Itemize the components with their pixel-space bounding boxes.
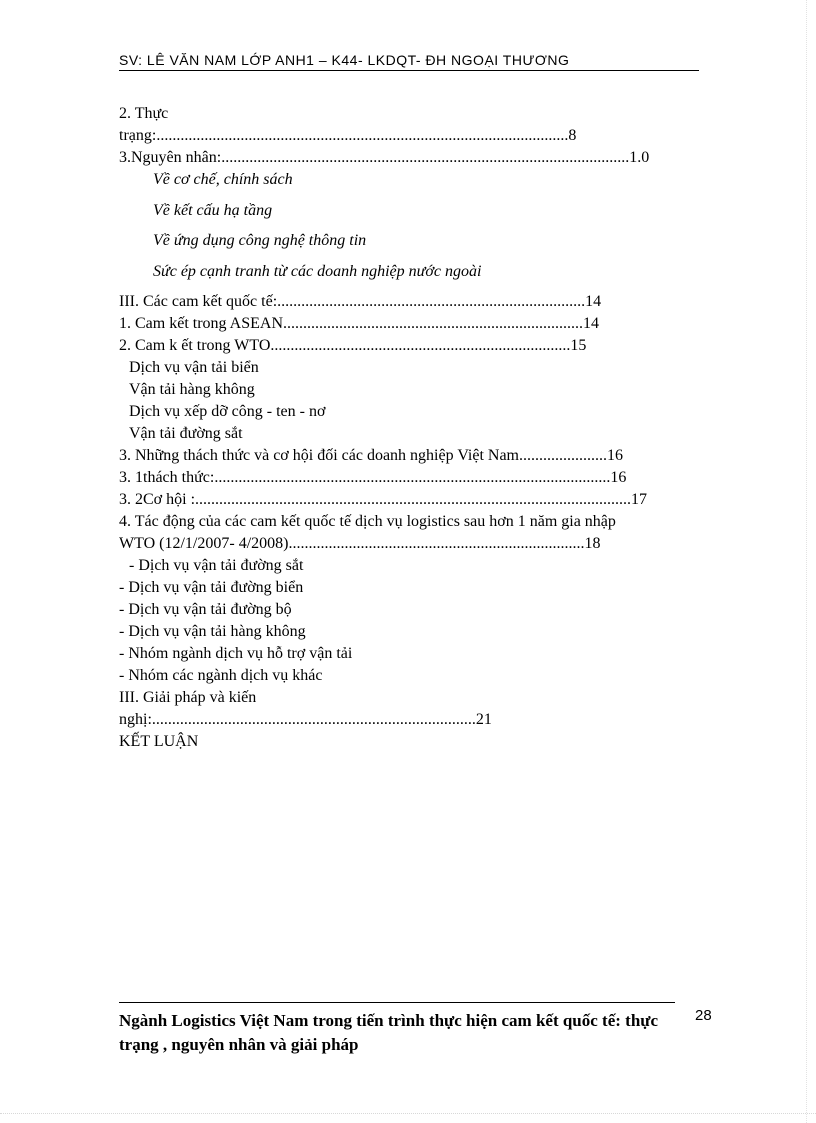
toc-line: 3. 1thách thức:...................................................................................................16 xyxy=(119,469,627,486)
footer-title: Ngành Logistics Việt Nam trong tiến trình thực hiện cam kết quốc tế: thực trạng , nguyên nhân và giải pháp xyxy=(119,1011,659,1054)
toc-line: 1. Cam kết trong ASEAN...........................................................................14 xyxy=(119,315,599,332)
toc-line: 3. 2Cơ hội :.............................................................................................................17 xyxy=(119,491,648,508)
page-header: SV: LÊ VĂN NAM LỚP ANH1 – K44- LKDQT- ĐH NGOẠI THƯƠNG xyxy=(119,52,699,71)
toc-subitem: Sức ép cạnh tranh từ các doanh nghiệp nước ngoài xyxy=(153,263,482,280)
page-edge-guide xyxy=(806,0,807,1123)
page-number: 28 xyxy=(695,1007,712,1024)
toc-subitem: - Dịch vụ vận tải đường bộ xyxy=(119,601,292,618)
toc-subitem: - Nhóm các ngành dịch vụ khác xyxy=(119,667,323,684)
toc-subitem: Dịch vụ xếp dỡ công - ten - nơ xyxy=(129,403,326,420)
toc-line: KẾT LUẬN xyxy=(119,733,199,750)
toc-subitem: - Dịch vụ vận tải đường sắt xyxy=(129,557,304,574)
page-bottom-guide xyxy=(0,1113,816,1114)
toc-line: 4. Tác động của các cam kết quốc tế dịch vụ logistics sau hơn 1 năm gia nhập xyxy=(119,513,616,530)
toc-line: 3. Những thách thức và cơ hội đối các doanh nghiệp Việt Nam......................16 xyxy=(119,447,623,464)
toc-line: WTO (12/1/2007- 4/2008)..........................................................................18 xyxy=(119,535,601,552)
toc-line: nghị:.................................................................................21 xyxy=(119,711,492,728)
toc-line: trạng:.......................................................................................................8 xyxy=(119,127,577,144)
toc-subitem: Về ứng dụng công nghệ thông tin xyxy=(153,232,367,249)
toc-subitem: Vận tải đường sắt xyxy=(129,425,243,442)
toc-line: III. Các cam kết quốc tế:.............................................................................14 xyxy=(119,293,602,310)
toc-line: 2. Cam k ết trong WTO...........................................................................15 xyxy=(119,337,587,354)
toc-subitem: - Nhóm ngành dịch vụ hỗ trợ vận tải xyxy=(119,645,353,662)
toc-subitem: - Dịch vụ vận tải hàng không xyxy=(119,623,306,640)
footer-divider xyxy=(119,1002,675,1003)
toc-subitem: Dịch vụ vận tải biển xyxy=(129,359,259,376)
toc-line: 3.Nguyên nhân:......................................................................................................1.0 xyxy=(119,149,650,166)
toc-subitem: Về cơ chế, chính sách xyxy=(153,171,293,188)
toc-line: III. Giải pháp và kiến xyxy=(119,689,257,706)
toc-line: 2. Thực xyxy=(119,105,169,122)
toc-subitem: Về kết cấu hạ tầng xyxy=(153,202,273,219)
toc-subitem: Vận tải hàng không xyxy=(129,381,255,398)
toc-subitem: - Dịch vụ vận tải đường biển xyxy=(119,579,304,596)
